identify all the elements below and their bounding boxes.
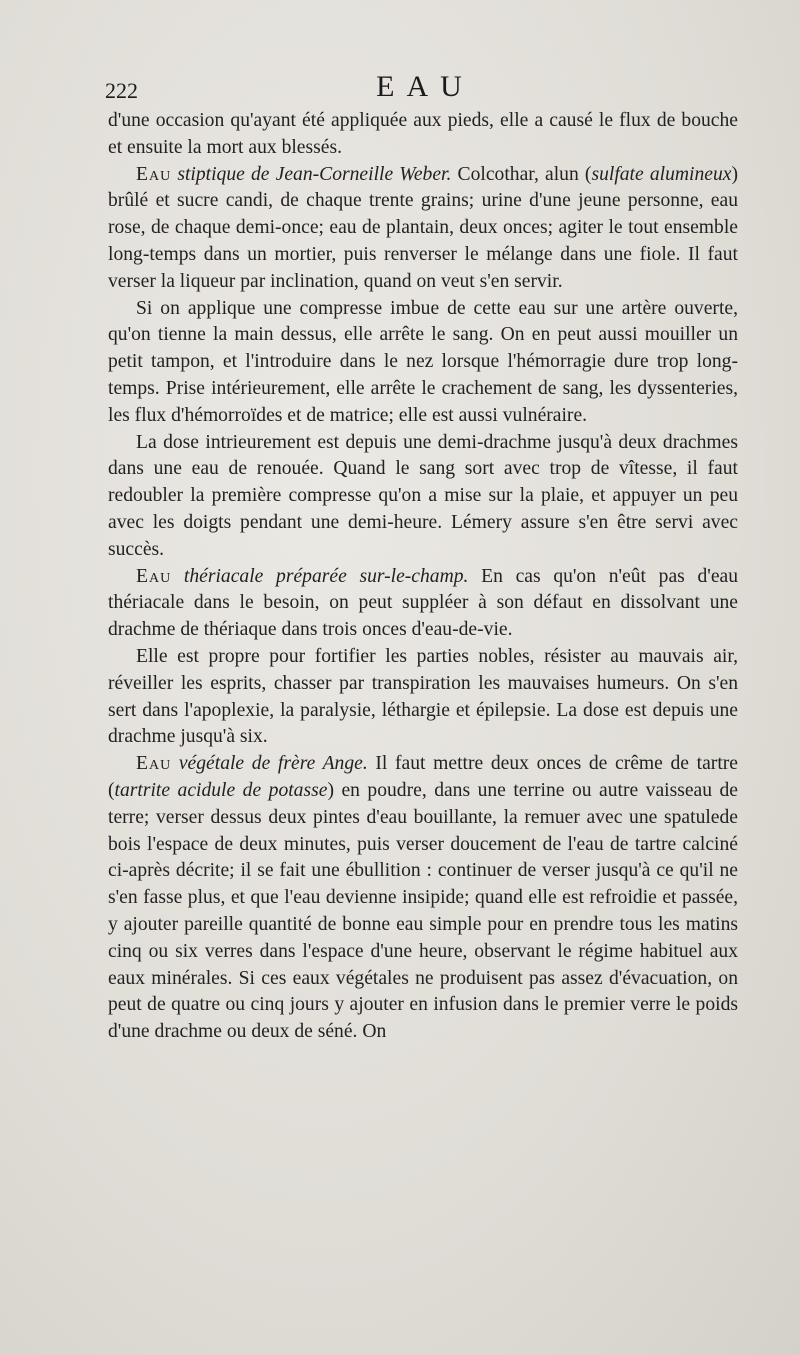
entry-text-b: ) en poudre, dans une terrine ou autre vaisseau de terre; verser dessus deux pintes d'eau bouillante, la remuer avec une spatulede bois l'espace de deux minutes, puis verser doucement de l'eau de tartre calciné ci-après décrite; il se fait une ébullition : continuer de verser jusqu'à ce qu'il ne s'en fasse plus, et que l'eau devienne insipide; quand elle est refroidie et passée, y ajouter pareille quantité de bonne eau simple pour en prendre tous les matins cinq ou six verres dans l'espace d'une heure, observant le régime habituel aux eaux minérales. Si ces eaux végétales ne produisent pas assez d'évacuation, on peut de quatre ou cinq jours y ajouter en infusion dans le premier verre le poids d'une drachme ou deux de séné. On	[108, 779, 738, 1043]
page-body	[108, 108, 738, 1046]
entry-text-a: Colcothar, alun (	[451, 163, 592, 185]
entry-lead-word: Eau	[136, 565, 172, 587]
paragraph-6: Elle est propre pour fortifier les parties nobles, résister au mauvais air, réveiller les esprits, chasser par transpiration les mauvaises humeurs. On s'en sert dans l'apoplexie, la paralysie, léthargie et épilepsie. La dose est depuis une drachme jusqu'à six.	[108, 645, 738, 748]
page-number: 222	[105, 78, 138, 103]
paragraph-3: Si on applique une compresse imbue de cette eau sur une artère ouverte, qu'on tienne la main dessus, elle arrête le sang. On en peut aussi mouiller un petit tampon, et l'introduire dans le nez lorsque l'hémorragie dure trop long-temps. Prise intérieurement, elle arrête le crachement de sang, les dyssenteries, les flux d'hémorroïdes et de matrice; elle est aussi vulnéraire.	[108, 297, 738, 426]
entry-italic-a: tartrite acidule de potasse	[114, 779, 328, 801]
entry-lead-word: Eau	[136, 163, 172, 185]
entry-italic-a: sulfate alumineux	[591, 163, 732, 185]
paragraph-5-entry	[108, 564, 738, 644]
running-head: EAU	[376, 70, 474, 103]
entry-title: thériacale préparée sur-le-champ.	[183, 565, 469, 587]
paragraph-2-entry	[108, 162, 738, 296]
entry-text-b: ) brûlé et sucre candi, de chaque trente grains; urine d'une jeune personne, eau rose, de chaque demi-once; eau de plantain, deux onces; agiter le tout ensemble long-temps dans un mortier, puis renverser le mélange dans une fiole. Il faut verser la liqueur par inclination, quand on veut s'en servir.	[108, 163, 738, 292]
paragraph-4: La dose intrieurement est depuis une demi-drachme jusqu'à deux drachmes dans une eau de renouée. Quand le sang sort avec trop de vîtesse, il faut redoubler la première compresse qu'on a mise sur la plaie, et appuyer un peu avec les doigts pendant une demi-heure. Lémery assure s'en être servi avec succès.	[108, 431, 738, 560]
paragraph-1: d'une occasion qu'ayant été appliquée aux pieds, elle a causé le flux de bouche et ensuite la mort aux blessés.	[108, 110, 738, 158]
entry-title: stiptique de Jean-Corneille Weber.	[177, 163, 452, 185]
entry-text-a: Il faut mettre deux onces de crême de tartre (	[108, 753, 738, 801]
entry-lead-word: Eau	[136, 753, 172, 775]
entry-title: végétale de frère Ange.	[178, 753, 368, 775]
page-header	[105, 70, 745, 106]
entry-text-a: En cas qu'on n'eût pas d'eau thériacale dans le besoin, on peut suppléer à son défaut en dissolvant une drachme de thériaque dans trois onces d'eau-de-vie.	[108, 565, 739, 641]
paragraph-7-entry	[108, 751, 738, 1046]
